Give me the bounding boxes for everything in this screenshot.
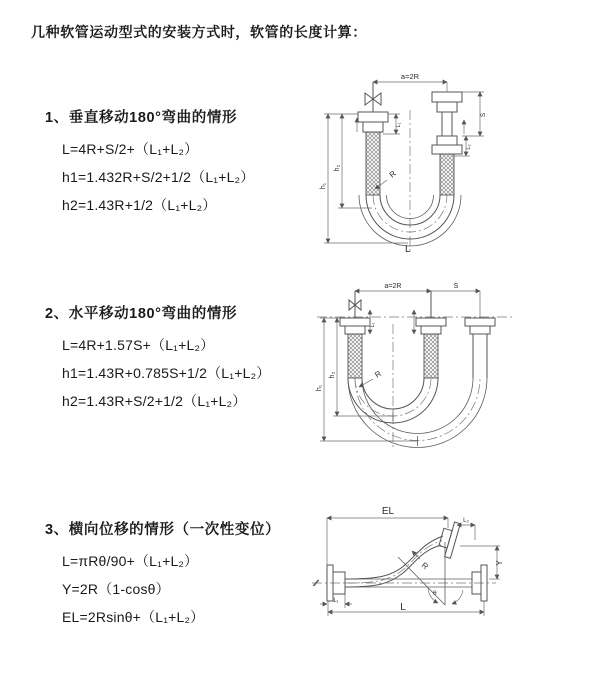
- dim-label-el: EL: [381, 506, 395, 517]
- angle-label: θ: [433, 590, 437, 597]
- diagram-1-drawing: [312, 68, 594, 260]
- section-lateral-displacement: [45, 518, 320, 631]
- braided-section: [348, 334, 362, 378]
- dim-label-s: S: [453, 283, 459, 290]
- dim-l2: [457, 518, 475, 540]
- dim-l1: [370, 310, 376, 334]
- dim-label-l2: L₂: [466, 144, 472, 150]
- formula-length: L=4R+S/2+（L₁+L₂）: [62, 141, 199, 157]
- diagram-3-drawing: [300, 500, 600, 658]
- section-horizontal-movement: [45, 302, 320, 415]
- radius-label: R: [387, 168, 398, 180]
- dim-el: [327, 506, 448, 565]
- braided-section: [424, 334, 438, 378]
- diagram-lateral-displacement: [300, 500, 600, 658]
- dim-a2r: [355, 283, 431, 291]
- length-label: L: [405, 244, 411, 255]
- dim-label-h2: h₂: [329, 371, 336, 379]
- left-end-assembly: [358, 82, 388, 195]
- formula-h2: h2=1.43R+S/2+1/2（L₁+L₂）: [62, 393, 247, 409]
- dim-l1: [383, 114, 402, 134]
- section-3-heading: 3、横向位移的情形（一次性变位）: [45, 522, 281, 538]
- braided-section: [440, 154, 454, 195]
- dim-l: [328, 601, 484, 616]
- dim-label-s: S: [480, 112, 487, 118]
- right-end-assembly: [465, 318, 495, 378]
- section-2-heading: 2、水平移动180°弯曲的情形: [45, 306, 238, 322]
- section-vertical-movement: [45, 106, 320, 219]
- dim-label-h2: h₂: [334, 164, 341, 172]
- tilted-flange: [436, 520, 460, 559]
- dim-l1: [320, 594, 352, 608]
- formula-length: L=4R+1.57S+（L₁+L₂）: [62, 337, 215, 353]
- formula-h1: h1=1.43R+0.785S+1/2（L₁+L₂）: [62, 365, 271, 381]
- diagram-vertical-180-bend: [312, 68, 594, 260]
- section-1-heading: 1、垂直移动180°弯曲的情形: [45, 110, 238, 126]
- radius-label: R: [373, 369, 383, 380]
- dim-label-l1: L₁: [333, 598, 339, 604]
- page-title: 几种软管运动型式的安装方式时，软管的长度计算：: [31, 24, 367, 40]
- left-end-assembly: [340, 291, 370, 378]
- dim-s: [462, 92, 487, 136]
- formula-y: Y=2R（1-cosθ）: [62, 581, 170, 597]
- dim-label-a2r: a=2R: [400, 72, 420, 81]
- middle-end-assembly: [416, 291, 446, 378]
- radius-label: R: [419, 560, 430, 572]
- dim-label-h1: h₁: [320, 182, 327, 190]
- diagram-2-drawing: [311, 280, 600, 458]
- diagram-horizontal-180-bend: [311, 280, 600, 458]
- angle-construction: [398, 542, 463, 605]
- dim-y: [460, 546, 504, 579]
- dim-label-l1: L₁: [396, 122, 402, 128]
- dim-a2r: [373, 72, 447, 92]
- dim-label-l1: L₁: [370, 322, 376, 328]
- formula-h1: h1=1.432R+S/2+1/2（L₁+L₂）: [62, 169, 255, 185]
- formula-el: EL=2Rsinθ+（L₁+L₂）: [62, 609, 205, 625]
- dim-h1: [320, 114, 408, 243]
- dim-label-l: L: [400, 602, 406, 613]
- dim-label-a2r: a=2R: [384, 283, 402, 290]
- formula-h2: h2=1.43R+1/2（L₁+L₂）: [62, 197, 217, 213]
- braided-section: [366, 132, 380, 195]
- dim-s: [431, 283, 480, 318]
- right-end-assembly: [432, 92, 462, 195]
- dim-label-y: Y: [495, 560, 504, 566]
- formula-length: L=πRθ/90+（L₁+L₂）: [62, 553, 199, 569]
- dim-label-h1: h₁: [316, 384, 323, 392]
- dim-label-l2: L₂: [463, 518, 469, 524]
